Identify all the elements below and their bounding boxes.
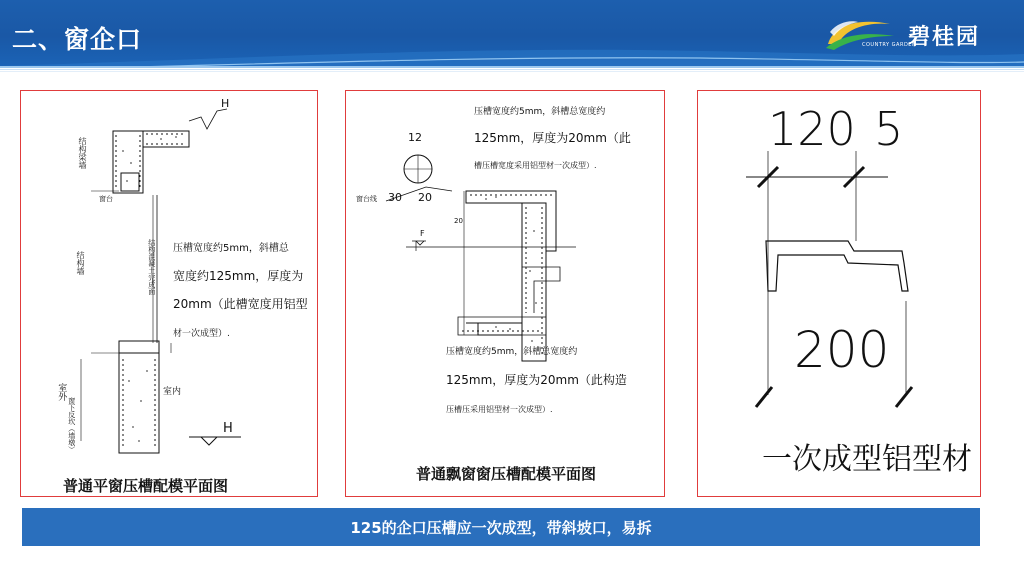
label-inside: 室内 — [163, 387, 182, 397]
brand-logo — [820, 14, 1020, 56]
panel-caption: 普通平窗压槽配模平面图 — [63, 477, 229, 495]
label-side-b: 结构墙 — [76, 251, 85, 275]
header-stripe — [0, 66, 1024, 74]
dim-12: 12 — [408, 131, 422, 144]
header-bar — [0, 0, 1024, 66]
summary-banner: 125的企口压槽应一次成型，带斜坡口，易拆 — [22, 508, 980, 546]
panel-bay-window — [345, 90, 665, 497]
flat-window-drawing — [21, 91, 318, 497]
note-top-line-2: 125mm，厚度为20mm（此 — [474, 131, 631, 145]
bay-window-drawing — [346, 91, 665, 497]
dim-200: 200 — [794, 321, 890, 379]
note-line-4: 材一次成型）. — [173, 329, 230, 339]
panel-caption: 一次成型铝型材 — [762, 442, 972, 477]
label-outside: 室外 — [56, 383, 67, 401]
label-f: F — [420, 229, 425, 238]
dim-30: 30 — [388, 191, 402, 204]
label-outside-sub: 窗下反坎（墙墩） — [67, 397, 76, 453]
label-small-1: 窗台 — [99, 195, 113, 203]
panel-aluminum-profile — [697, 90, 981, 497]
label-small-line: 窗台线 — [356, 195, 377, 203]
note-top-line-1: 压槽宽度约5mm，斜槽总宽度约 — [474, 107, 606, 117]
note-bottom-line-1: 压槽宽度约5mm，斜槽总宽度约 — [446, 347, 578, 357]
dim-120: 120 — [768, 102, 856, 156]
note-bottom-line-2: 125mm，厚度为20mm（此构造 — [446, 373, 627, 387]
note-top-line-3: 槽压槽宽度采用铝型材一次成型）. — [474, 161, 597, 170]
brand-en: COUNTRY GARDEN — [862, 42, 917, 48]
label-bottom-h: H — [223, 421, 233, 436]
note-line-3: 20mm（此槽宽度用铝型 — [173, 297, 308, 311]
brand-name: 碧桂园 — [908, 24, 981, 50]
logo-swirl-icon — [820, 14, 900, 56]
dim-20: 20 — [418, 191, 432, 204]
page-title: 二、窗企口 — [12, 25, 143, 54]
note-line-2: 宽度约125mm，厚度为 — [173, 269, 304, 283]
panel-caption: 普通飘窗窗压槽配模平面图 — [416, 465, 597, 483]
dim-5: 5 — [874, 102, 904, 156]
label-small-20: 20 — [454, 217, 463, 225]
note-line-1: 压槽宽度约5mm，斜槽总 — [173, 243, 289, 254]
note-bottom-line-3: 压槽压采用铝型材一次成型）. — [446, 405, 553, 414]
label-top-h: H — [221, 97, 230, 110]
panel-flat-window — [20, 90, 318, 497]
label-side-a: 结构梁墙 — [78, 137, 87, 169]
label-side-c: 结构混凝土完成面 — [147, 239, 156, 295]
